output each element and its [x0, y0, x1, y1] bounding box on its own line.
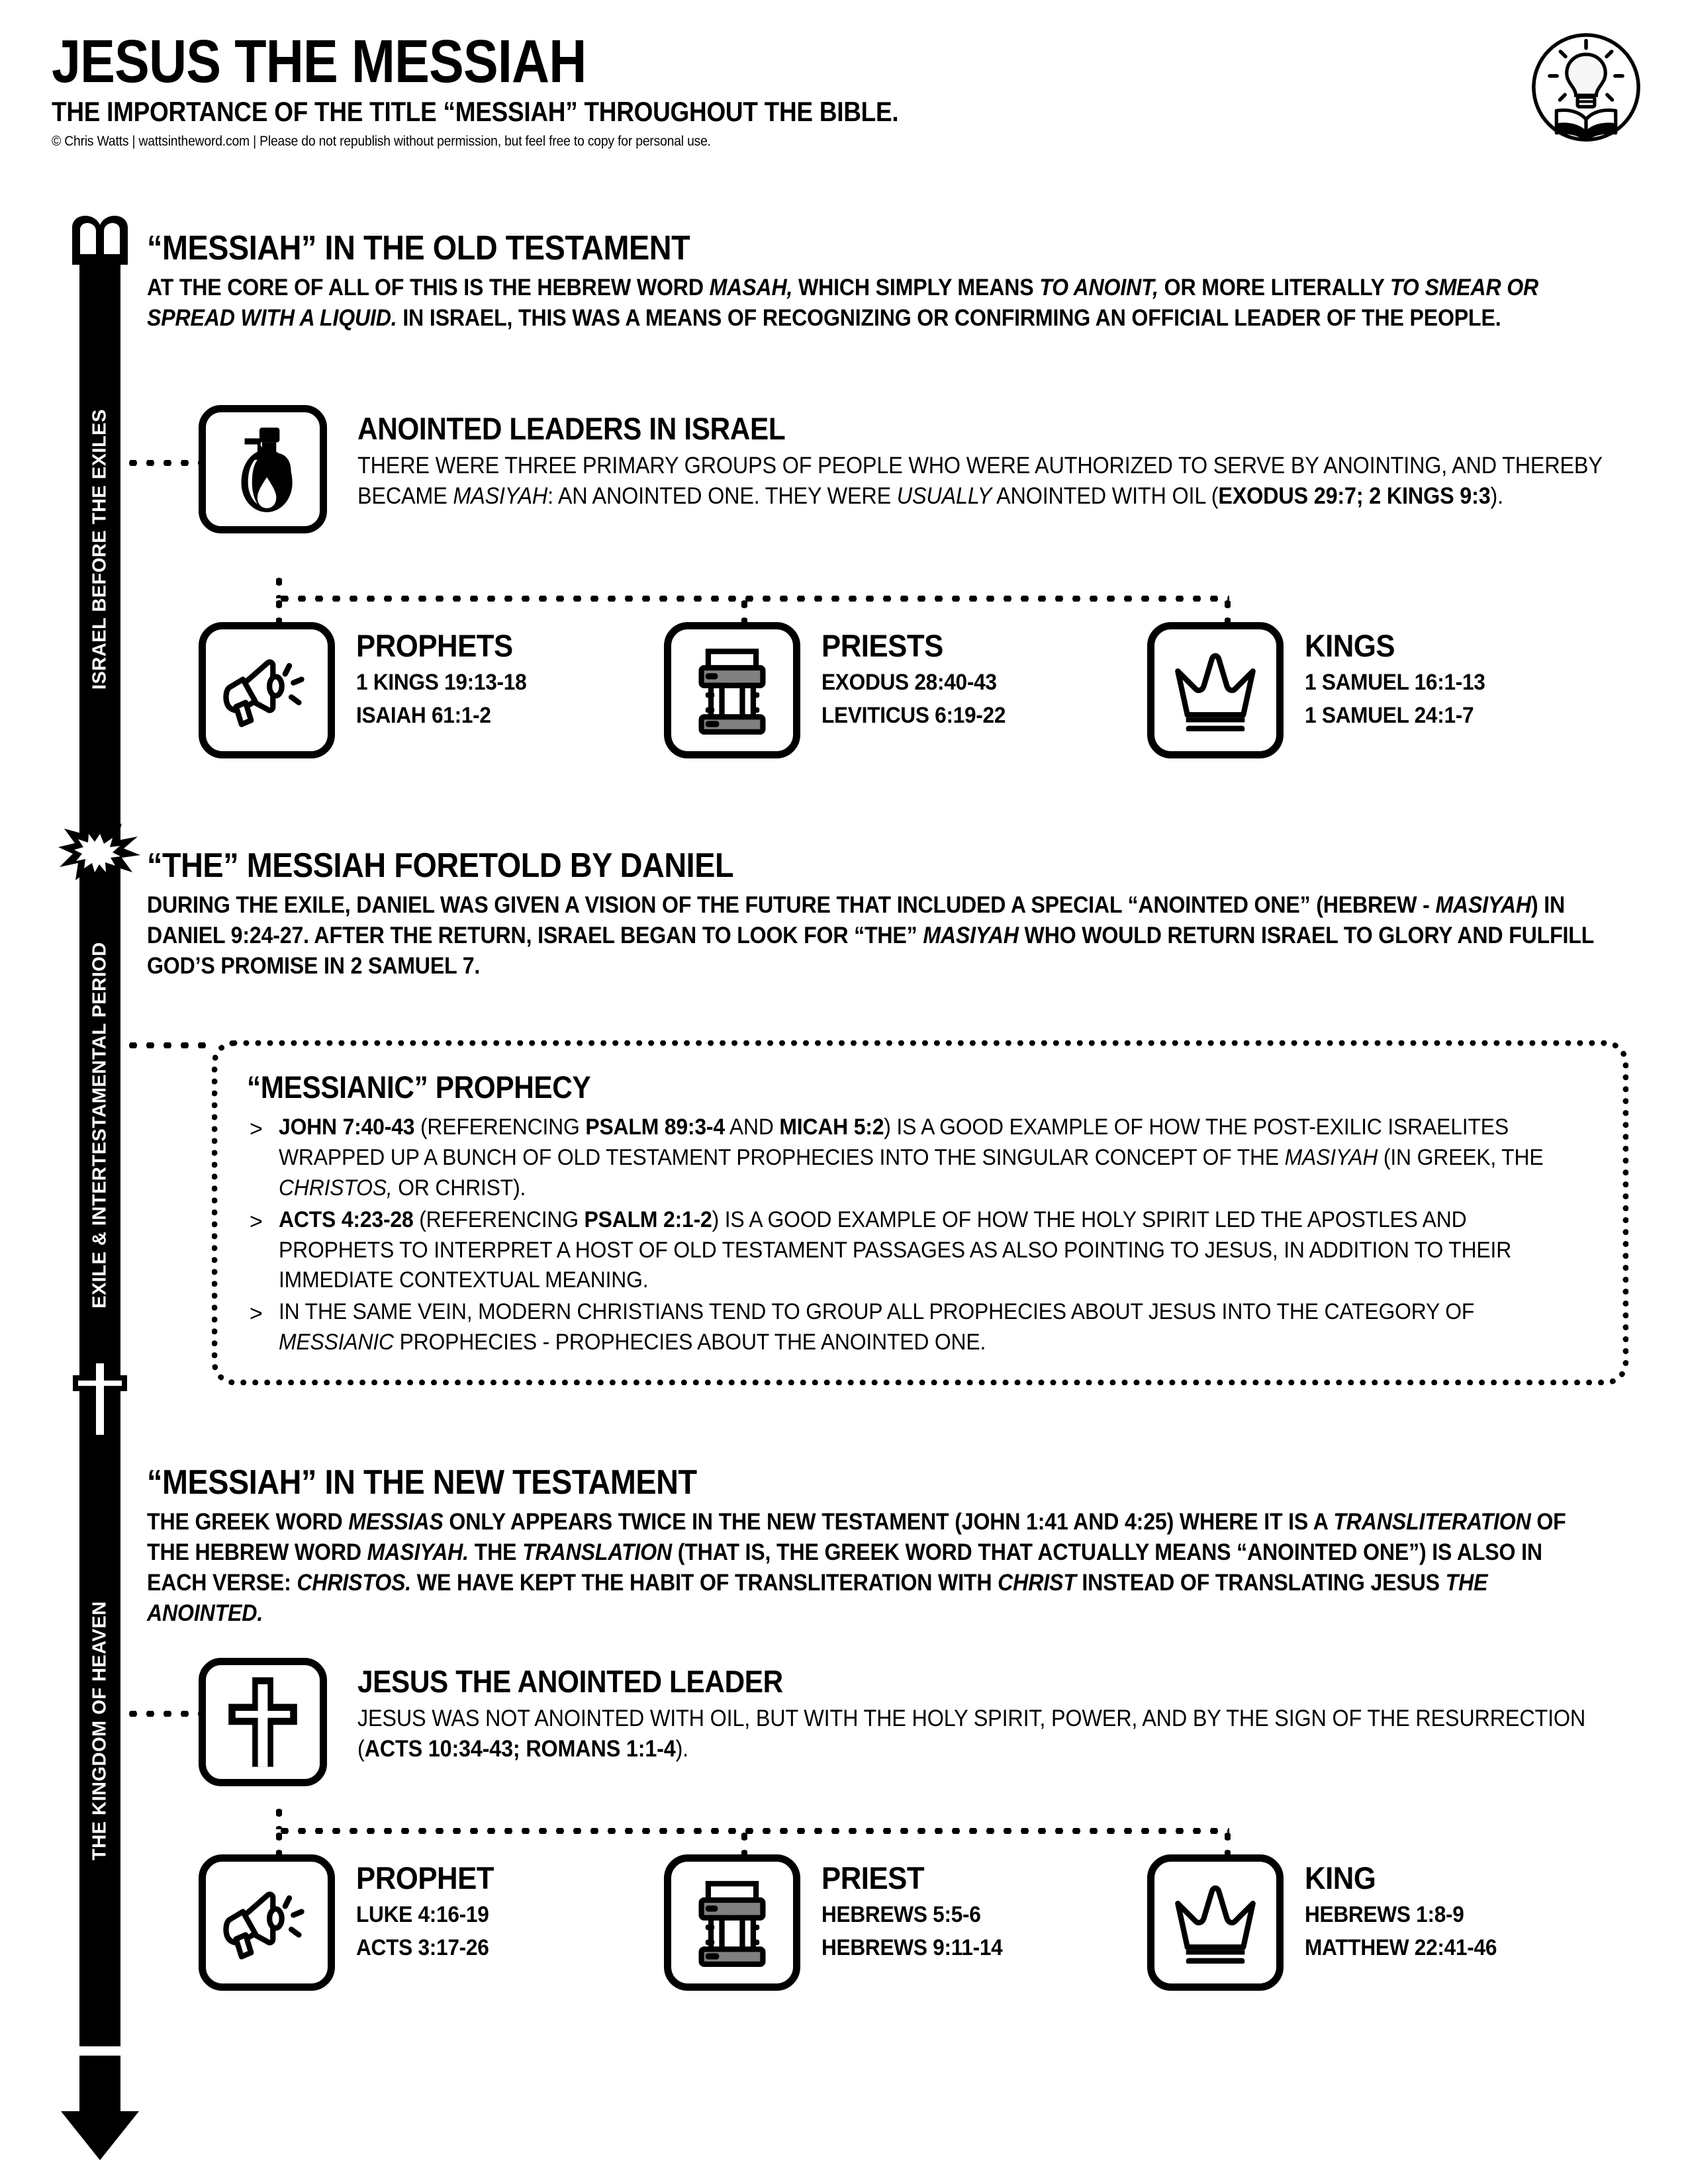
- role-reference: HEBREWS 5:5-6: [821, 1902, 981, 1927]
- role-reference: MATTHEW 22:41-46: [1305, 1935, 1497, 1961]
- role-title: PRIESTS: [821, 628, 943, 663]
- role-reference: EXODUS 28:40-43: [821, 670, 997, 695]
- section-body: DURING THE EXILE, DANIEL WAS GIVEN A VISION OF THE FUTURE THAT INCLUDED A SPECIAL “ANOINTED ONE” (HEBREW - MASIYAH) IN DANIEL 9:24-27. AFTER THE RETURN, ISRAEL BEGAN TO LOOK FOR “THE” MASIYAH WHO WOULD RETURN ISRAEL TO GLORY AND FULFILL GOD’S PROMISE IN 2 SAMUEL 7.: [147, 891, 1594, 979]
- altar-icon: [664, 1854, 800, 1991]
- role-reference: 1 SAMUEL 16:1-13: [1305, 670, 1485, 695]
- megaphone-icon: [199, 1854, 335, 1991]
- role-reference: 1 SAMUEL 24:1-7: [1305, 703, 1474, 729]
- role-card-prophets: [199, 622, 662, 761]
- card-connector-drop-3: [1225, 596, 1231, 622]
- role-title: PROPHETS: [356, 628, 513, 663]
- bullet-marker: >: [250, 1116, 263, 1142]
- section-heading: “MESSIAH” IN THE NEW TESTAMENT: [147, 1463, 697, 1502]
- prophecy-bullet: [247, 1113, 1593, 1204]
- prophecy-bullet: [247, 1297, 1593, 1358]
- timeline-label-israel-before-the-exiles: ISRAEL BEFORE THE EXILES: [89, 409, 111, 690]
- box-heading: “MESSIANIC” PROPHECY: [247, 1069, 591, 1105]
- lightbulb-over-open-book-icon: [1529, 30, 1643, 144]
- messianic-prophecy-box: [212, 1040, 1628, 1385]
- cross-icon: [199, 1658, 327, 1786]
- card-connector-drop-2: [741, 1828, 747, 1854]
- crown-icon: [1147, 1854, 1284, 1991]
- page-subtitle: THE IMPORTANCE OF THE TITLE “MESSIAH” THROUGHOUT THE BIBLE.: [52, 96, 899, 128]
- card-connector-rail: [276, 596, 1229, 602]
- ot-role-cards: [199, 622, 1622, 768]
- role-card-priests: [664, 622, 1127, 761]
- role-title: KINGS: [1305, 628, 1395, 663]
- role-reference: HEBREWS 1:8-9: [1305, 1902, 1464, 1927]
- role-card-king: [1147, 1854, 1611, 1993]
- role-title: PRIEST: [821, 1860, 925, 1895]
- role-reference: HEBREWS 9:11-14: [821, 1935, 1003, 1961]
- timeline-connector-3: [124, 1711, 209, 1717]
- bullet-marker: >: [250, 1208, 263, 1234]
- subblock-heading: ANOINTED LEADERS IN ISRAEL: [357, 411, 786, 446]
- role-card-kings: [1147, 622, 1611, 761]
- cross-icon: [71, 1357, 144, 1436]
- section-heading: “THE” MESSIAH FORETOLD BY DANIEL: [147, 846, 734, 885]
- role-title: KING: [1305, 1860, 1376, 1895]
- card-connector-drop-2: [741, 596, 747, 622]
- bullet-marker: >: [250, 1301, 263, 1327]
- role-title: PROPHET: [356, 1860, 494, 1895]
- role-card-prophet: [199, 1854, 662, 1993]
- copyright-line: © Chris Watts | wattsintheword.com | Please do not republish without permission, but feel free to copy for personal use.: [52, 134, 711, 150]
- prophecy-bullet: [247, 1205, 1593, 1297]
- starburst-icon: [58, 814, 131, 887]
- section-messiah-new-testament: [147, 1463, 1603, 1629]
- subblock-body: THERE WERE THREE PRIMARY GROUPS OF PEOPLE WHO WERE AUTHORIZED TO SERVE BY ANOINTING, AND THEREBY BECAME MASIYAH: AN ANOINTED ONE. THEY WERE USUALLY ANOINTED WITH OIL (EXODUS 29:7; 2 KINGS 9:3).: [357, 453, 1603, 509]
- card-connector-drop-1: [276, 1828, 282, 1854]
- card-connector-stem: [276, 573, 282, 598]
- role-reference: ISAIAH 61:1-2: [356, 703, 491, 729]
- subblock-body: JESUS WAS NOT ANOINTED WITH OIL, BUT WITH THE HOLY SPIRIT, POWER, AND BY THE SIGN OF THE RESURRECTION (ACTS 10:34-43; ROMANS 1:1-4).: [357, 1706, 1586, 1762]
- section-body: AT THE CORE OF ALL OF THIS IS THE HEBREW WORD MASAH, WHICH SIMPLY MEANS TO ANOINT, OR MORE LITERALLY TO SMEAR OR SPREAD WITH A LIQUID. IN ISRAEL, THIS WAS A MEANS OF RECOGNIZING OR CONFIRMING AN OFFICIAL LEADER OF THE PEOPLE.: [147, 274, 1539, 332]
- subblock-heading: JESUS THE ANOINTED LEADER: [357, 1664, 783, 1699]
- role-reference: LEVITICUS 6:19-22: [821, 703, 1006, 729]
- card-connector-drop-3: [1225, 1828, 1231, 1854]
- section-heading: “MESSIAH” IN THE OLD TESTAMENT: [147, 229, 690, 267]
- timeline: [64, 218, 156, 2138]
- section-the-messiah-foretold-by-daniel: [147, 846, 1603, 981]
- role-reference: ACTS 3:17-26: [356, 1935, 489, 1961]
- role-reference: LUKE 4:16-19: [356, 1902, 489, 1927]
- page-title: JESUS THE MESSIAH: [52, 28, 586, 95]
- timeline-label-exile-and-intertestamental-period: EXILE & INTERTESTAMENTAL PERIOD: [89, 942, 111, 1308]
- section-messiah-old-testament: [147, 228, 1603, 333]
- altar-icon: [664, 622, 800, 758]
- section-body: THE GREEK WORD MESSIAS ONLY APPEARS TWICE IN THE NEW TESTAMENT (JOHN 1:41 AND 4:25) WHERE IT IS A TRANSLITERATION OF THE HEBREW WORD MASIYAH. THE TRANSLATION (THAT IS, THE GREEK WORD THAT ACTUALLY MEANS “ANOINTED ONE”) IS ALSO IN EACH VERSE: CHRISTOS. WE HAVE KEPT THE HABIT OF TRANSLITERATION WITH CHRIST INSTEAD OF TRANSLATING JESUS THE ANOINTED.: [147, 1508, 1566, 1627]
- card-connector-rail: [276, 1828, 1229, 1834]
- oil-jar-icon: [199, 405, 327, 533]
- arrow-down-icon: [61, 2075, 134, 2161]
- card-connector-drop-1: [276, 596, 282, 622]
- crown-icon: [1147, 622, 1284, 758]
- role-reference: 1 KINGS 19:13-18: [356, 670, 527, 695]
- open-book-icon: [64, 210, 136, 271]
- role-card-priest: [664, 1854, 1127, 1993]
- timeline-connector-2: [124, 1042, 209, 1048]
- bullet-text: JOHN 7:40-43 (REFERENCING PSALM 89:3-4 AND MICAH 5:2) IS A GOOD EXAMPLE OF HOW THE POST-EXILIC ISRAELITES WRAPPED UP A BUNCH OF OLD TESTAMENT PROPHECIES INTO THE SINGULAR CONCEPT OF THE MASIYAH (IN GREEK, THE CHRISTOS, OR CHRIST).: [279, 1115, 1544, 1201]
- timeline-label-the-kingdom-of-heaven: THE KINGDOM OF HEAVEN: [89, 1601, 111, 1860]
- page-header: [52, 28, 1640, 159]
- bullet-text: ACTS 4:23-28 (REFERENCING PSALM 2:1-2) IS A GOOD EXAMPLE OF HOW THE HOLY SPIRIT LED THE APOSTLES AND PROPHETS TO INTERPRET A HOST OF OLD TESTAMENT PASSAGES AS ALSO POINTING TO JESUS, IN ADDITION TO THEIR IMMEDIATE CONTEXTUAL MEANING.: [279, 1206, 1512, 1293]
- card-connector-stem: [276, 1804, 282, 1829]
- bullet-text: IN THE SAME VEIN, MODERN CHRISTIANS TEND TO GROUP ALL PROPHECIES ABOUT JESUS INTO THE CATEGORY OF MESSIANIC PROPHECIES - PROPHECIES ABOUT THE ANOINTED ONE.: [279, 1299, 1475, 1355]
- megaphone-icon: [199, 622, 335, 758]
- nt-role-cards: [199, 1854, 1622, 2000]
- timeline-connector-1: [124, 460, 209, 466]
